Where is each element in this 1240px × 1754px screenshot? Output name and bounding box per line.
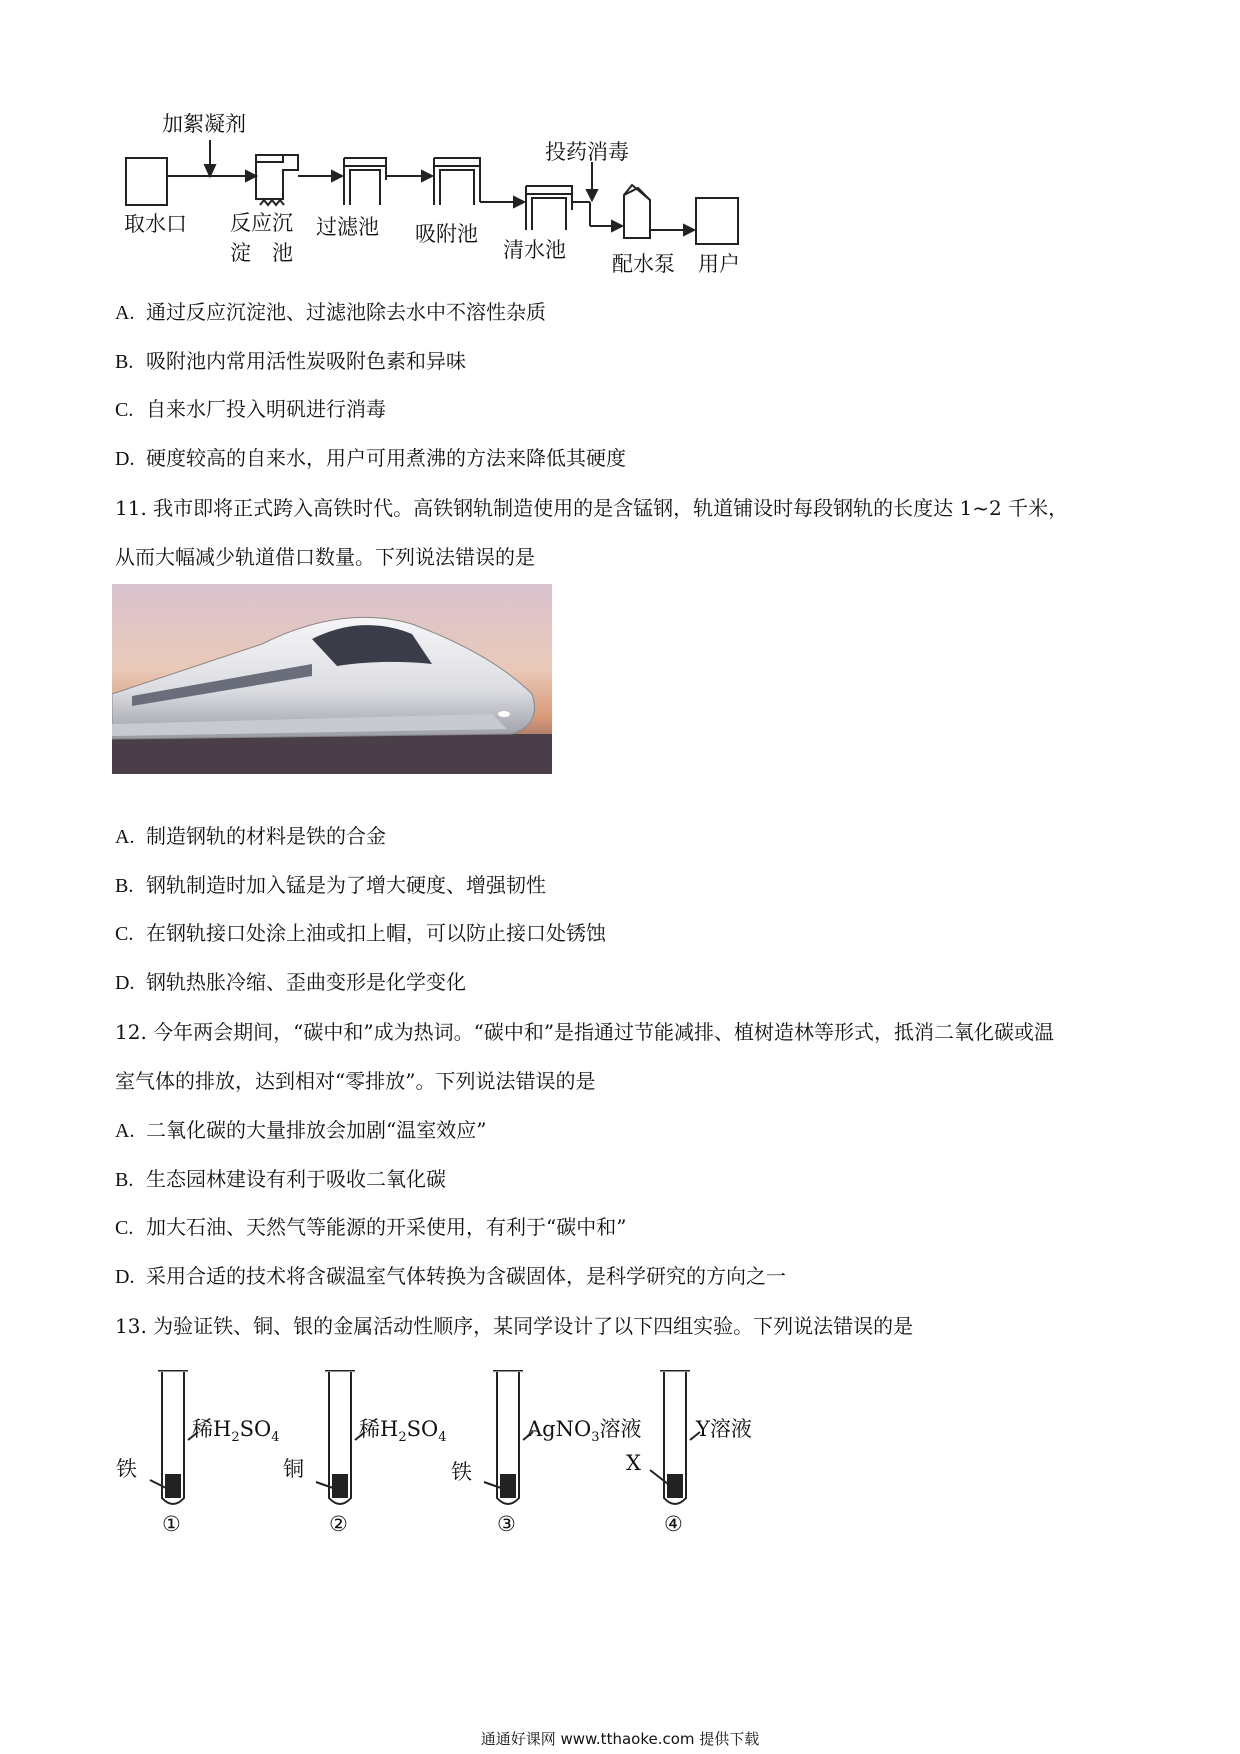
q11-option-c: C. 在钢轨接口处涂上油或扣上帽，可以防止接口处锈蚀 — [115, 921, 606, 945]
flow-node-adsorption: 吸附池 — [415, 222, 478, 246]
additive-coagulant-label: 加絮凝剂 — [162, 112, 246, 136]
flow-node-pump: 配水泵 — [612, 252, 675, 276]
q12-option-b: B. 生态园林建设有利于吸收二氧化碳 — [115, 1167, 446, 1191]
tube-4-number: ④ — [664, 1512, 683, 1536]
flow-node-intake: 取水口 — [124, 212, 187, 236]
flow-node-filter: 过滤池 — [316, 215, 379, 239]
q11-option-b: B. 钢轨制造时加入锰是为了增大硬度、增强韧性 — [115, 873, 546, 897]
tube-4-metal-label: X — [626, 1451, 641, 1475]
tube-4-solution-label: Y溶液 — [696, 1417, 752, 1441]
q12-stem-line1: 12. 今年两会期间，“碳中和”成为热词。“碳中和”是指通过节能减排、植树造林等形式，抵消二氧化碳或温 — [115, 1020, 1055, 1044]
flow-node-user: 用户 — [698, 252, 740, 276]
flow-node-reaction-1: 反应沉 — [230, 211, 293, 235]
high-speed-train-image — [112, 584, 552, 774]
q11-stem-line1: 11. 我市即将正式跨入高铁时代。高铁钢轨制造使用的是含锰钢，轨道铺设时每段钢轨的长度达 1~2 千米， — [115, 496, 1069, 520]
q12-option-c: C. 加大石油、天然气等能源的开采使用，有利于“碳中和” — [115, 1215, 627, 1239]
tube-1-solution-label: 稀$H_2SO_4$ — [192, 1417, 280, 1446]
tube-1-metal-label: 铁 — [116, 1457, 137, 1481]
q11-option-a: A. 制造钢轨的材料是铁的合金 — [115, 824, 386, 848]
q12-stem-line2: 室气体的排放，达到相对“零排放”。下列说法错误的是 — [115, 1069, 596, 1093]
q13-stem: 13. 为验证铁、铜、银的金属活动性顺序，某同学设计了以下四组实验。下列说法错误的是 — [115, 1314, 914, 1338]
user-box — [696, 198, 738, 244]
test-tube-1 — [150, 1370, 198, 1504]
tube-2-number: ② — [329, 1512, 348, 1536]
tube-3-metal-label: 铁 — [451, 1460, 472, 1484]
page-footer: 通通好课网 www.tthaoke.com 提供下载 — [480, 1730, 760, 1748]
tube-1-number: ① — [162, 1512, 181, 1536]
flow-node-clear-water: 清水池 — [503, 238, 566, 262]
q10-option-c: C. 自来水厂投入明矾进行消毒 — [115, 397, 386, 421]
tube-2-solution-label: 稀$H_2SO_4$ — [359, 1417, 447, 1446]
test-tube-4 — [650, 1370, 700, 1504]
q11-option-d: D. 钢轨热胀冷缩、歪曲变形是化学变化 — [115, 970, 466, 994]
q10-option-a: A. 通过反应沉淀池、过滤池除去水中不溶性杂质 — [115, 300, 546, 324]
q12-option-d: D. 采用合适的技术将含碳温室气体转换为含碳固体，是科学研究的方向之一 — [115, 1264, 786, 1288]
q12-option-a: A. 二氧化碳的大量排放会加剧“温室效应” — [115, 1118, 487, 1142]
q10-option-d: D. 硬度较高的自来水，用户可用煮沸的方法来降低其硬度 — [115, 446, 626, 470]
additive-disinfect-label: 投药消毒 — [545, 140, 629, 164]
test-tube-2 — [316, 1370, 365, 1504]
q11-stem-line2: 从而大幅减少轨道借口数量。下列说法错误的是 — [115, 545, 535, 569]
tube-3-number: ③ — [497, 1512, 516, 1536]
flow-node-reaction-2: 淀 池 — [230, 241, 293, 265]
q10-option-b: B. 吸附池内常用活性炭吸附色素和异味 — [115, 349, 466, 373]
intake-box — [126, 158, 167, 205]
tube-3-solution-label: AgNO$_3$溶液 — [527, 1417, 642, 1446]
test-tube-3 — [484, 1370, 533, 1504]
tube-2-metal-label: 铜 — [283, 1457, 304, 1481]
